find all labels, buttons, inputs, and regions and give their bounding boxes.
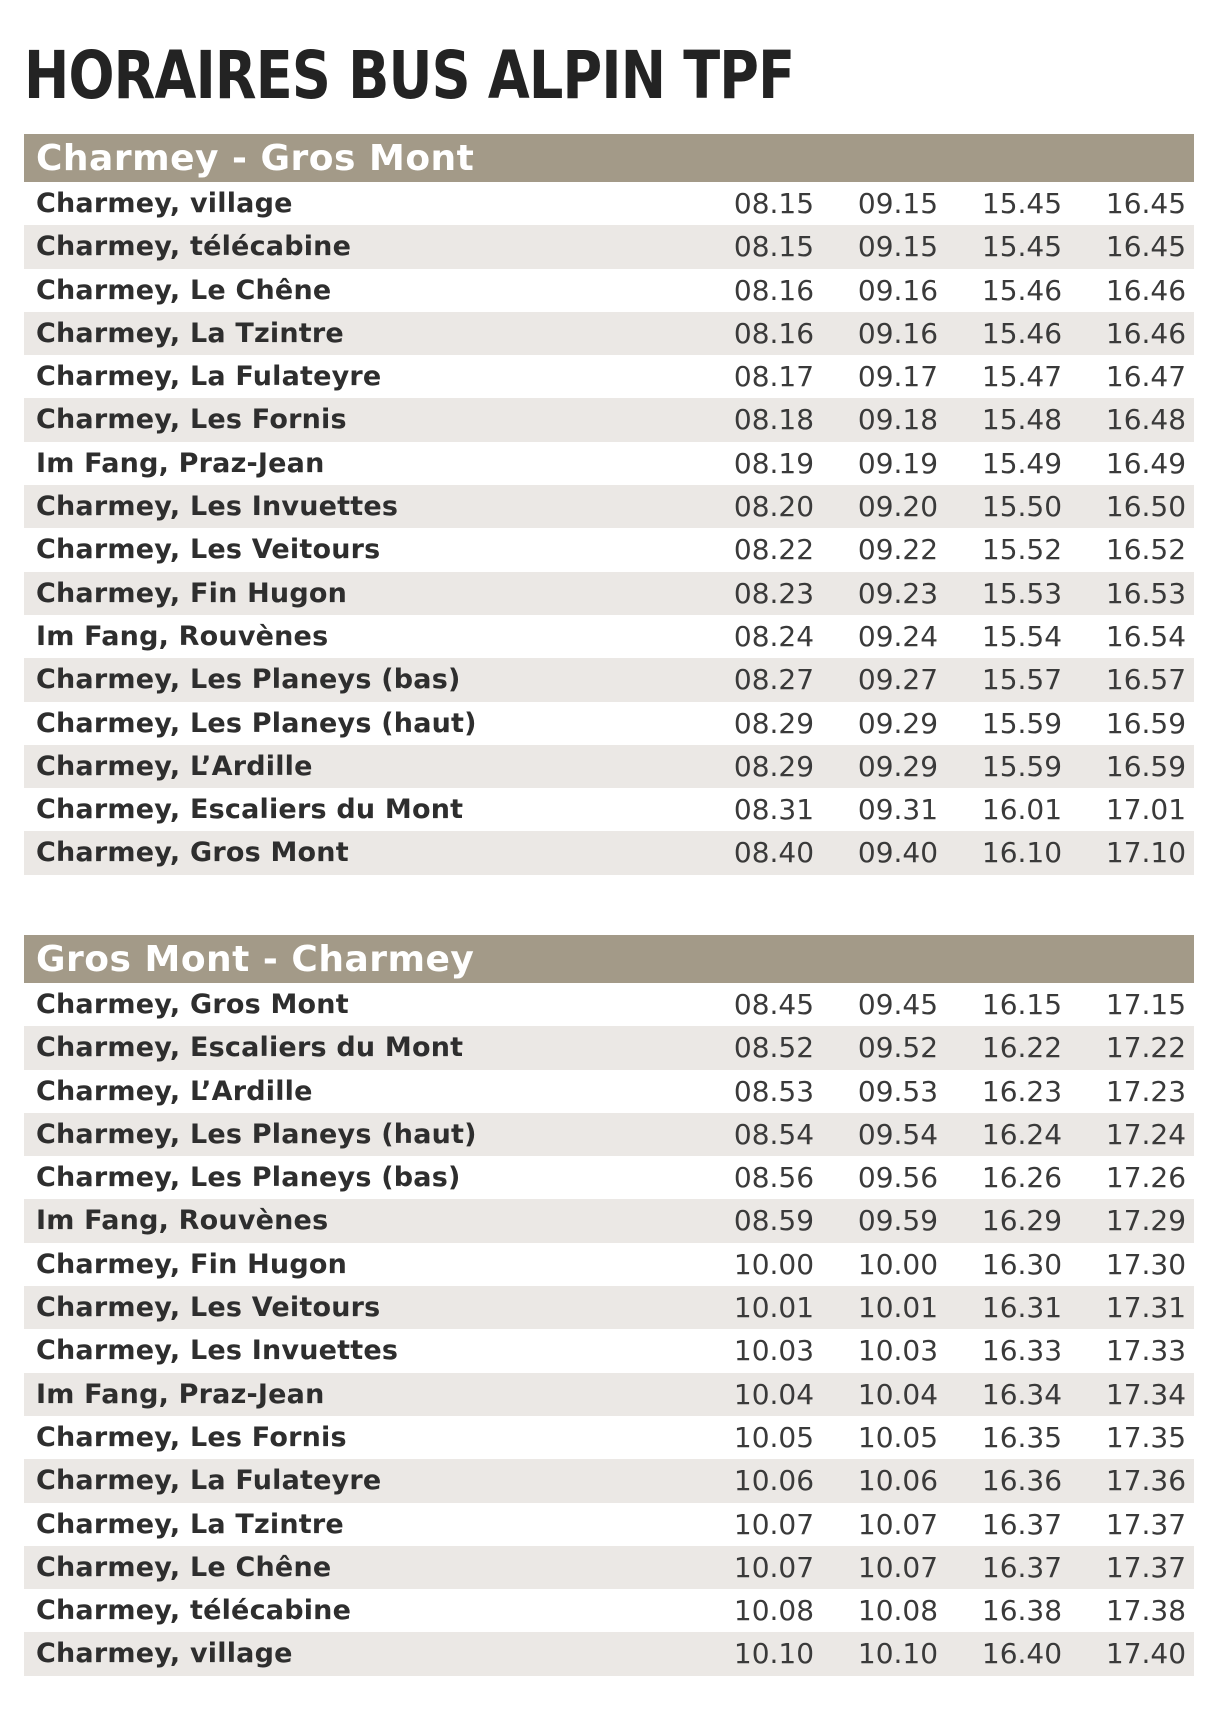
departure-time: 09.24 [857,619,939,653]
departure-time: 10.08 [733,1594,815,1628]
departure-time: 17.40 [1105,1637,1187,1671]
departure-time: 17.26 [1105,1161,1187,1195]
table-row [24,1546,1194,1589]
departure-time: 10.10 [733,1637,815,1671]
departure-time: 16.26 [981,1161,1063,1195]
stop-name: Charmey, télécabine [36,231,352,263]
departure-time: 16.49 [1105,446,1187,480]
stop-name: Charmey, Les Invuettes [36,1335,399,1367]
departure-time: 17.23 [1105,1074,1187,1108]
departure-time: 10.01 [733,1291,815,1325]
table-row [24,831,1194,874]
departure-time: 16.50 [1105,490,1187,524]
departure-time: 16.33 [981,1334,1063,1368]
departure-time: 08.22 [733,533,815,567]
departure-time: 16.29 [981,1204,1063,1238]
departure-time: 16.31 [981,1291,1063,1325]
departure-time: 16.40 [981,1637,1063,1671]
table-row [24,225,1194,268]
stop-name: Charmey, Les Fornis [36,1421,347,1453]
departure-time: 16.37 [981,1507,1063,1541]
departure-time: 16.46 [1105,316,1187,350]
departure-time: 09.29 [857,706,939,740]
departure-time: 15.53 [981,576,1063,610]
departure-time: 09.56 [857,1161,939,1195]
departure-time: 15.54 [981,619,1063,653]
stop-name: Charmey, Les Veitours [36,1292,381,1324]
departure-time: 08.16 [733,316,815,350]
timetable-section [24,935,1194,1676]
departure-time: 16.52 [1105,533,1187,567]
departure-time: 15.57 [981,663,1063,697]
stop-name: Charmey, L’Ardille [36,750,313,782]
departure-time: 09.23 [857,576,939,610]
departure-time: 10.00 [733,1247,815,1281]
stop-name: Charmey, Les Planeys (haut) [36,1118,477,1150]
departure-time: 15.49 [981,446,1063,480]
departure-time: 15.59 [981,749,1063,783]
departure-time: 08.27 [733,663,815,697]
departure-time: 16.34 [981,1377,1063,1411]
table-row [24,658,1194,701]
departure-time: 10.07 [733,1507,815,1541]
departure-time: 16.47 [1105,360,1187,394]
departure-time: 17.30 [1105,1247,1187,1281]
departure-time: 09.45 [857,988,939,1021]
stop-name: Charmey, village [36,188,293,219]
table-row [24,1070,1194,1113]
section-heading: Charmey - Gros Mont [24,134,1194,182]
stop-name: Charmey, Escaliers du Mont [36,794,464,826]
stop-name: Im Fang, Praz-Jean [36,1378,325,1410]
section-heading: Gros Mont - Charmey [24,935,1194,983]
departure-time: 09.17 [857,360,939,394]
departure-time: 16.57 [1105,663,1187,697]
departure-time: 17.33 [1105,1334,1187,1368]
departure-time: 09.22 [857,533,939,567]
departure-time: 16.59 [1105,749,1187,783]
departure-time: 10.00 [857,1247,939,1281]
departure-time: 16.45 [1105,230,1187,264]
departure-time: 09.16 [857,273,939,307]
table-row [24,1589,1194,1632]
departure-time: 10.10 [857,1637,939,1671]
departure-time: 09.16 [857,316,939,350]
departure-time: 17.22 [1105,1031,1187,1065]
stop-name: Charmey, Les Veitours [36,534,381,566]
departure-time: 16.01 [981,793,1063,827]
departure-time: 16.37 [981,1550,1063,1584]
departure-time: 08.18 [733,403,815,437]
stop-name: Charmey, Fin Hugon [36,577,348,609]
departure-time: 09.40 [857,836,939,870]
departure-time: 17.10 [1105,836,1187,870]
departure-time: 10.07 [733,1550,815,1584]
departure-time: 16.15 [981,988,1063,1021]
table-row [24,1373,1194,1416]
table-row [24,1503,1194,1546]
departure-time: 17.24 [1105,1117,1187,1151]
departure-time: 16.22 [981,1031,1063,1065]
departure-time: 16.38 [981,1594,1063,1628]
departure-time: 15.52 [981,533,1063,567]
departure-time: 08.52 [733,1031,815,1065]
departure-time: 09.15 [857,187,939,220]
departure-time: 16.35 [981,1420,1063,1454]
table-row [24,1156,1194,1199]
table-row [24,702,1194,745]
stop-name: Charmey, La Fulateyre [36,1465,382,1497]
table-row [24,1286,1194,1329]
departure-time: 10.05 [733,1420,815,1454]
departure-time: 17.31 [1105,1291,1187,1325]
departure-time: 09.53 [857,1074,939,1108]
stop-name: Charmey, Les Invuettes [36,491,399,523]
stop-name: Charmey, village [36,1638,293,1670]
departure-time: 17.29 [1105,1204,1187,1238]
departure-time: 08.53 [733,1074,815,1108]
table-row [24,442,1194,485]
departure-time: 09.19 [857,446,939,480]
table-row [24,398,1194,441]
departure-time: 17.15 [1105,988,1187,1021]
departure-time: 08.40 [733,836,815,870]
departure-time: 08.54 [733,1117,815,1151]
departure-time: 16.30 [981,1247,1063,1281]
departure-time: 15.46 [981,316,1063,350]
departure-time: 08.15 [733,230,815,264]
stop-name: Charmey, Les Planeys (haut) [36,707,477,739]
departure-time: 08.24 [733,619,815,653]
stop-name: Charmey, Gros Mont [36,837,349,869]
timetable-section [24,134,1194,875]
stop-name: Charmey, La Tzintre [36,317,344,349]
departure-time: 10.04 [733,1377,815,1411]
departure-time: 09.15 [857,230,939,264]
departure-time: 09.18 [857,403,939,437]
stop-name: Charmey, L’Ardille [36,1075,313,1107]
stop-name: Charmey, Les Planeys (bas) [36,664,461,696]
departure-time: 10.04 [857,1377,939,1411]
departure-time: 17.36 [1105,1464,1187,1498]
departure-time: 10.03 [733,1334,815,1368]
stop-name: Charmey, Les Fornis [36,404,347,436]
stop-name: Charmey, Fin Hugon [36,1248,348,1280]
departure-time: 08.15 [733,187,815,220]
departure-time: 16.46 [1105,273,1187,307]
page-title: HORAIRES BUS ALPIN TPF [24,37,795,114]
stop-name: Charmey, télécabine [36,1595,352,1627]
table-row [24,1416,1194,1459]
table-row [24,745,1194,788]
departure-time: 10.03 [857,1334,939,1368]
departure-time: 08.16 [733,273,815,307]
departure-time: 08.19 [733,446,815,480]
stop-name: Charmey, Le Chêne [36,1551,332,1583]
stop-name: Charmey, Escaliers du Mont [36,1032,464,1064]
departure-time: 09.27 [857,663,939,697]
departure-time: 15.46 [981,273,1063,307]
stop-name: Charmey, Le Chêne [36,274,332,306]
departure-time: 08.29 [733,749,815,783]
departure-time: 10.05 [857,1420,939,1454]
table-row [24,1243,1194,1286]
stop-name: Im Fang, Rouvènes [36,1205,329,1237]
departure-time: 09.20 [857,490,939,524]
departure-time: 16.24 [981,1117,1063,1151]
departure-time: 10.07 [857,1550,939,1584]
departure-time: 17.38 [1105,1594,1187,1628]
departure-time: 15.50 [981,490,1063,524]
departure-time: 10.08 [857,1594,939,1628]
departure-time: 08.23 [733,576,815,610]
departure-time: 17.35 [1105,1420,1187,1454]
stop-name: Charmey, Les Planeys (bas) [36,1162,461,1194]
departure-time: 17.37 [1105,1550,1187,1584]
table-row [24,355,1194,398]
departure-time: 10.07 [857,1507,939,1541]
departure-time: 10.06 [733,1464,815,1498]
stop-name: Charmey, La Fulateyre [36,361,382,393]
table-row [24,788,1194,831]
departure-time: 09.59 [857,1204,939,1238]
departure-time: 17.34 [1105,1377,1187,1411]
stop-name: Im Fang, Rouvènes [36,620,329,652]
departure-time: 08.29 [733,706,815,740]
table-row [24,572,1194,615]
departure-time: 08.20 [733,490,815,524]
table-row [24,1459,1194,1502]
table-row [24,615,1194,658]
table-row [24,269,1194,312]
departure-time: 15.48 [981,403,1063,437]
departure-time: 09.31 [857,793,939,827]
departure-time: 08.45 [733,988,815,1021]
table-row [24,312,1194,355]
stop-name: Charmey, La Tzintre [36,1508,344,1540]
table-row [24,1199,1194,1242]
departure-time: 15.47 [981,360,1063,394]
departure-time: 17.01 [1105,793,1187,827]
departure-time: 16.53 [1105,576,1187,610]
departure-time: 09.54 [857,1117,939,1151]
table-row [24,182,1194,225]
departure-time: 09.29 [857,749,939,783]
departure-time: 16.48 [1105,403,1187,437]
table-row [24,1632,1194,1675]
timetable-rows [24,983,1194,1676]
departure-time: 16.10 [981,836,1063,870]
table-row [24,1026,1194,1069]
departure-time: 15.45 [981,187,1063,220]
stop-name: Im Fang, Praz-Jean [36,447,325,479]
departure-time: 16.23 [981,1074,1063,1108]
table-row [24,528,1194,571]
table-row [24,983,1194,1026]
departure-time: 08.31 [733,793,815,827]
departure-time: 10.06 [857,1464,939,1498]
departure-time: 15.45 [981,230,1063,264]
departure-time: 16.59 [1105,706,1187,740]
table-row [24,1113,1194,1156]
departure-time: 10.01 [857,1291,939,1325]
table-row [24,1329,1194,1372]
timetable-rows [24,182,1194,875]
stop-name: Charmey, Gros Mont [36,989,349,1020]
departure-time: 16.36 [981,1464,1063,1498]
departure-time: 08.59 [733,1204,815,1238]
departure-time: 16.45 [1105,187,1187,220]
departure-time: 17.37 [1105,1507,1187,1541]
departure-time: 15.59 [981,706,1063,740]
departure-time: 08.56 [733,1161,815,1195]
table-row [24,485,1194,528]
departure-time: 09.52 [857,1031,939,1065]
departure-time: 08.17 [733,360,815,394]
departure-time: 16.54 [1105,619,1187,653]
